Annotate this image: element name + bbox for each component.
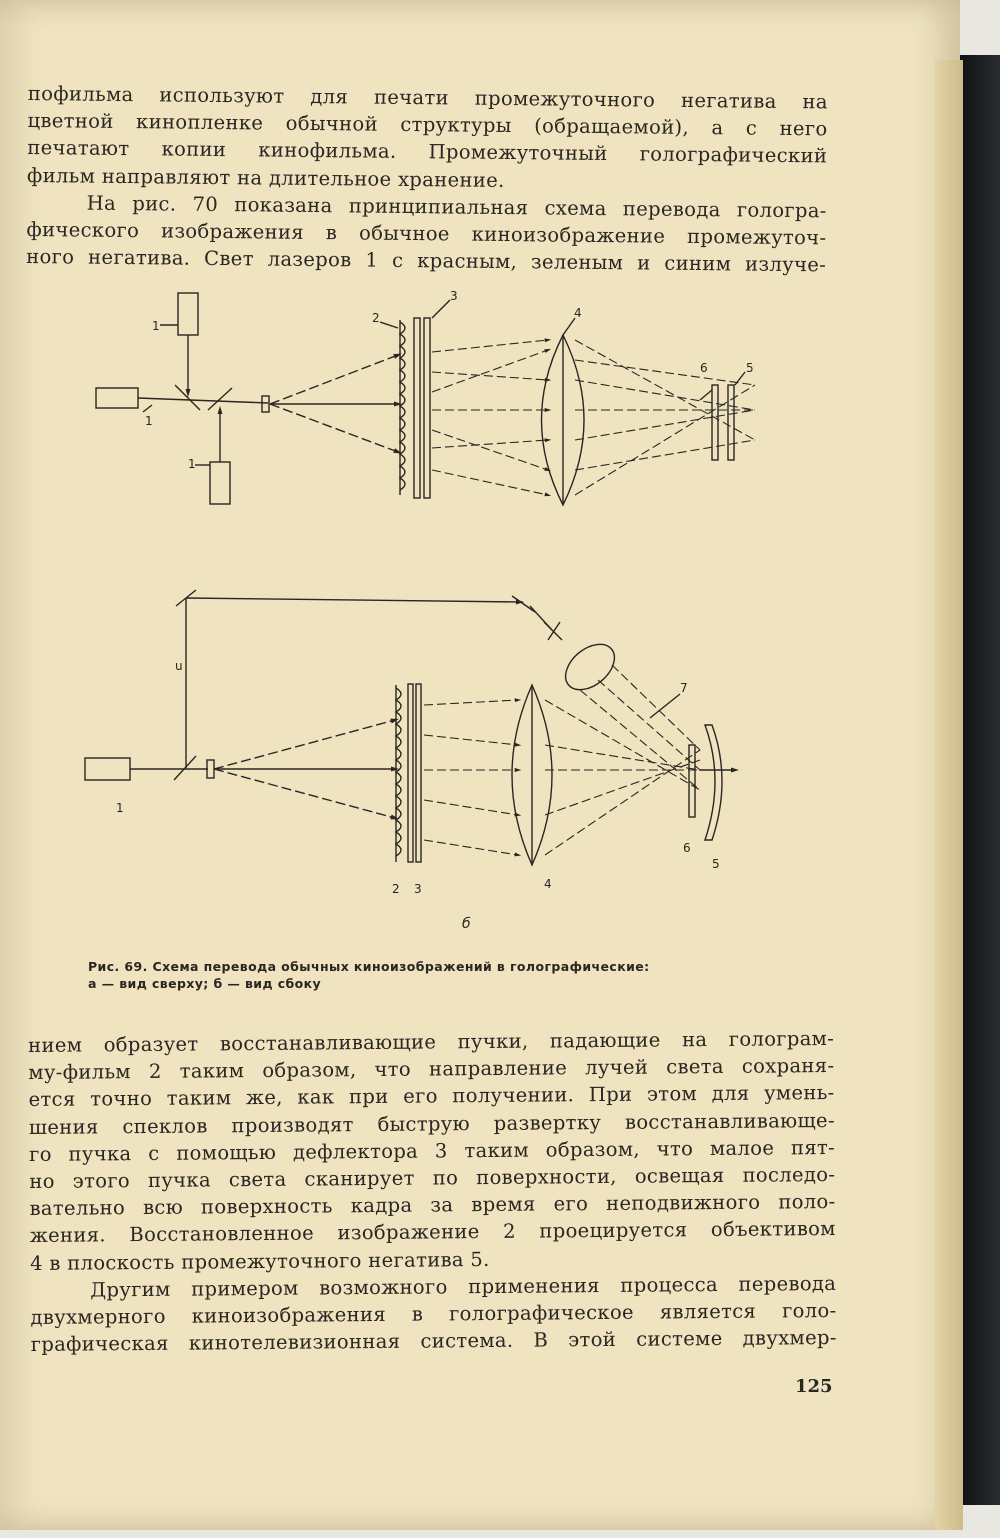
text-line: нием образует восстанавливающие пучки, падающие на гологрaм- [28,1026,835,1057]
text-line: пофильма используют для печати промежуточного негатива на [27,81,828,114]
label: 2 [392,882,400,896]
label: 5 [712,857,720,871]
label: 3 [414,882,422,896]
text-line: ного негатива. Свет лазеров 1 с красным, зеленым и синим излуче- [26,245,827,277]
caption-line: Рис. 69. Схема перевода обычных киноизображений в голографические: [88,959,650,974]
laser-left [96,388,138,408]
page-number: 125 [795,1376,833,1397]
text-line: цветной кинопленке обычной структуры (обращаемой), а с него [27,109,828,141]
label: 2 [372,311,380,325]
caption-line: а — вид сверху; б — вид сбоку [88,976,322,991]
figure-caption [88,958,788,992]
label: 4 [544,877,552,891]
laser-top [178,293,198,335]
text-line: графическая кинотелевизионная система. В этой системе двухмер- [30,1326,837,1357]
label: 6 [700,361,708,375]
label: 5 [746,361,754,375]
label: 3 [450,289,458,303]
laser [85,758,130,780]
text-line: жения. Восстановленное изображение 2 проецируется объективом [29,1217,836,1248]
figure-a [96,293,755,505]
pinhole [262,396,269,412]
label: 6 [683,841,691,855]
laser-bottom [210,462,230,504]
text-line: печатают копии кинофильма. Промежуточный голографический [27,136,828,168]
label: u [175,659,183,673]
label: 7 [680,681,688,695]
label: 1 [188,457,196,471]
text-line: ется точно таким же, как при его получении. При этом для умень- [28,1081,835,1112]
label: 1 [145,414,153,428]
text-line: вательно всю поверхность кадра за время его неподвижного поло- [29,1190,836,1221]
text-line: фильм направляют на длительное хранение. [26,163,505,192]
label: 1 [116,801,124,815]
text-line: го пучка с помощью дефлектора 3 таким образом, что малое пят- [28,1135,836,1166]
panel-label: б [462,916,471,932]
text-line: но этого пучка света сканирует по поверхности, освещая последо- [29,1162,836,1194]
bottom-paragraph [28,1025,837,1358]
text-line: шения спеклов производят быструю развертку восстанавливающе- [28,1108,835,1139]
label: 4 [574,306,582,320]
mirror [208,388,232,410]
text-line: фического изображения в обычное киноизображение промежуточ- [26,218,827,250]
text-line: Другим примером возможного применения процесса перевода [90,1271,837,1302]
label: 1 [152,319,160,333]
figure-b [85,590,735,865]
text-line: двухмерного киноизображения в голографическое является голо- [30,1298,837,1330]
text-line: 4 в плоскость промежуточного негатива 5. [29,1247,490,1275]
text-line: На рис. 70 показана принципиальная схема перевода гологра- [86,191,827,223]
text-line: му-фильм 2 таким образом, что направление лучей света сохраня- [28,1054,835,1085]
